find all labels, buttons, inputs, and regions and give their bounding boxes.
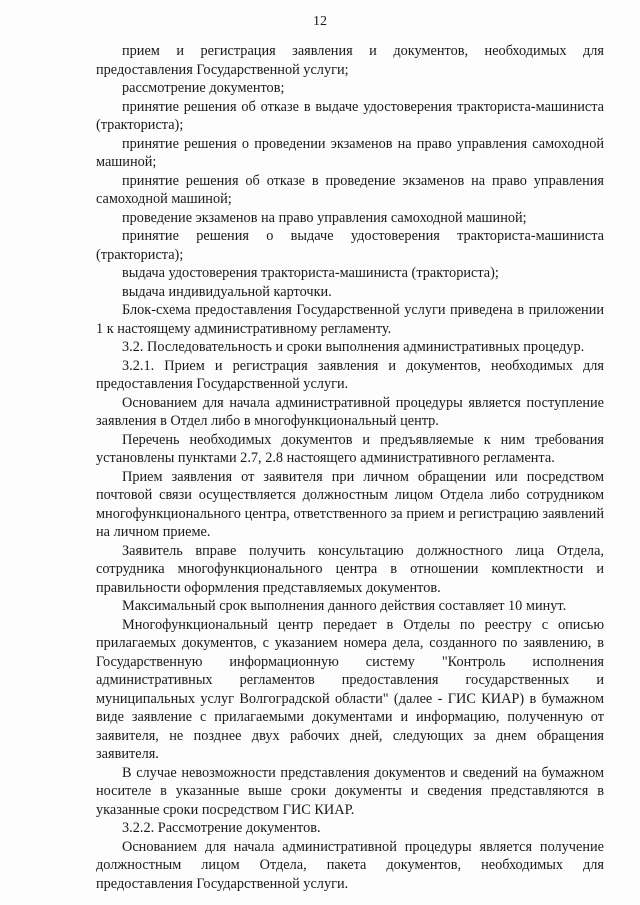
- paragraph-stage-issue-decision: принятие решения о выдаче удостоверения тракториста-машиниста (тракториста);: [96, 228, 604, 263]
- section-heading-3-2-1: 3.2.1. Прием и регистрация заявления и документов, необходимых для предоставления Государственной услуги.: [96, 357, 604, 392]
- paragraph-max-duration: Максимальный срок выполнения данного действия составляет 10 минут.: [122, 598, 567, 614]
- paragraph-stage-exam-decision: принятие решения о проведении экзаменов на право управления самоходной машиной;: [96, 135, 604, 170]
- paragraph-stage-review: рассмотрение документов;: [122, 80, 285, 96]
- paragraph-grounds: Основанием для начала административной процедуры является поступление заявления в Отдел либо в многофункциональный центр.: [96, 394, 604, 429]
- document-body: [96, 42, 604, 893]
- section-heading-3-2: 3.2. Последовательность и сроки выполнения административных процедур.: [122, 339, 585, 355]
- paragraph-documents-list: Перечень необходимых документов и предъявляемые к ним требования установлены пунктами 2.7, 2.8 настоящего административного регламента.: [96, 431, 604, 466]
- paragraph-stage-issue-card: выдача индивидуальной карточки.: [122, 283, 332, 300]
- paragraph-stage-exam-refusal: принятие решения об отказе в проведение экзаменов на право управления самоходной машиной;: [96, 172, 604, 207]
- paragraph-stage-exam: проведение экзаменов на право управления самоходной машиной;: [122, 209, 527, 226]
- paragraph-consultation: Заявитель вправе получить консультацию должностного лица Отдела, сотрудника многофункционального центра в отношении комплектности и правильности оформления представляемых документов.: [96, 542, 604, 596]
- page-number: 12: [313, 14, 327, 29]
- section-heading-3-2-2: 3.2.2. Рассмотрение документов.: [122, 820, 321, 836]
- paragraph-mfc-transfer: Многофункциональный центр передает в Отделы по реестру с описью прилагаемых документов, с указанием номера дела, созданного по заявлению, в Государственную информационную систему "Контроль исполнения административных регламентов предоставления государственных и муниципальных услуг Волгоградской области" (далее - ГИС КИАР) в бумажном виде заявление с прилагаемыми документами и информацию, полученную от заявителя, не позднее двух рабочих дней, следующих за днем обращения заявителя.: [96, 616, 604, 762]
- paragraph-review-grounds: Основанием для начала административной процедуры является получение должностным лицом Отдела, пакета документов, необходимых для предоставления Государственной услуги.: [96, 838, 604, 892]
- paragraph-stage-refuse-license: принятие решения об отказе в выдаче удостоверения тракториста-машиниста (тракториста);: [96, 98, 604, 133]
- paragraph-stage-issue-license: выдача удостоверения тракториста-машиниста (тракториста);: [122, 265, 499, 281]
- paragraph-reception: Прием заявления от заявителя при личном обращении или посредством почтовой связи осуществляется должностным лицом Отдела либо сотрудником многофункционального центра, ответственного за прием и регистрацию заявлений на личном приеме.: [96, 468, 604, 540]
- paragraph-stage-intake: прием и регистрация заявления и документов, необходимых для предоставления Государственной услуги;: [96, 43, 604, 78]
- paragraph-impossibility: В случае невозможности представления документов и сведений на бумажном носителе в указанные выше сроки документы и сведения представляются в указанные сроки посредством ГИС КИАР.: [96, 764, 604, 818]
- paragraph-flowchart-reference: Блок-схема предоставления Государственной услуги приведена в приложении 1 к настоящему административному регламенту.: [96, 302, 604, 337]
